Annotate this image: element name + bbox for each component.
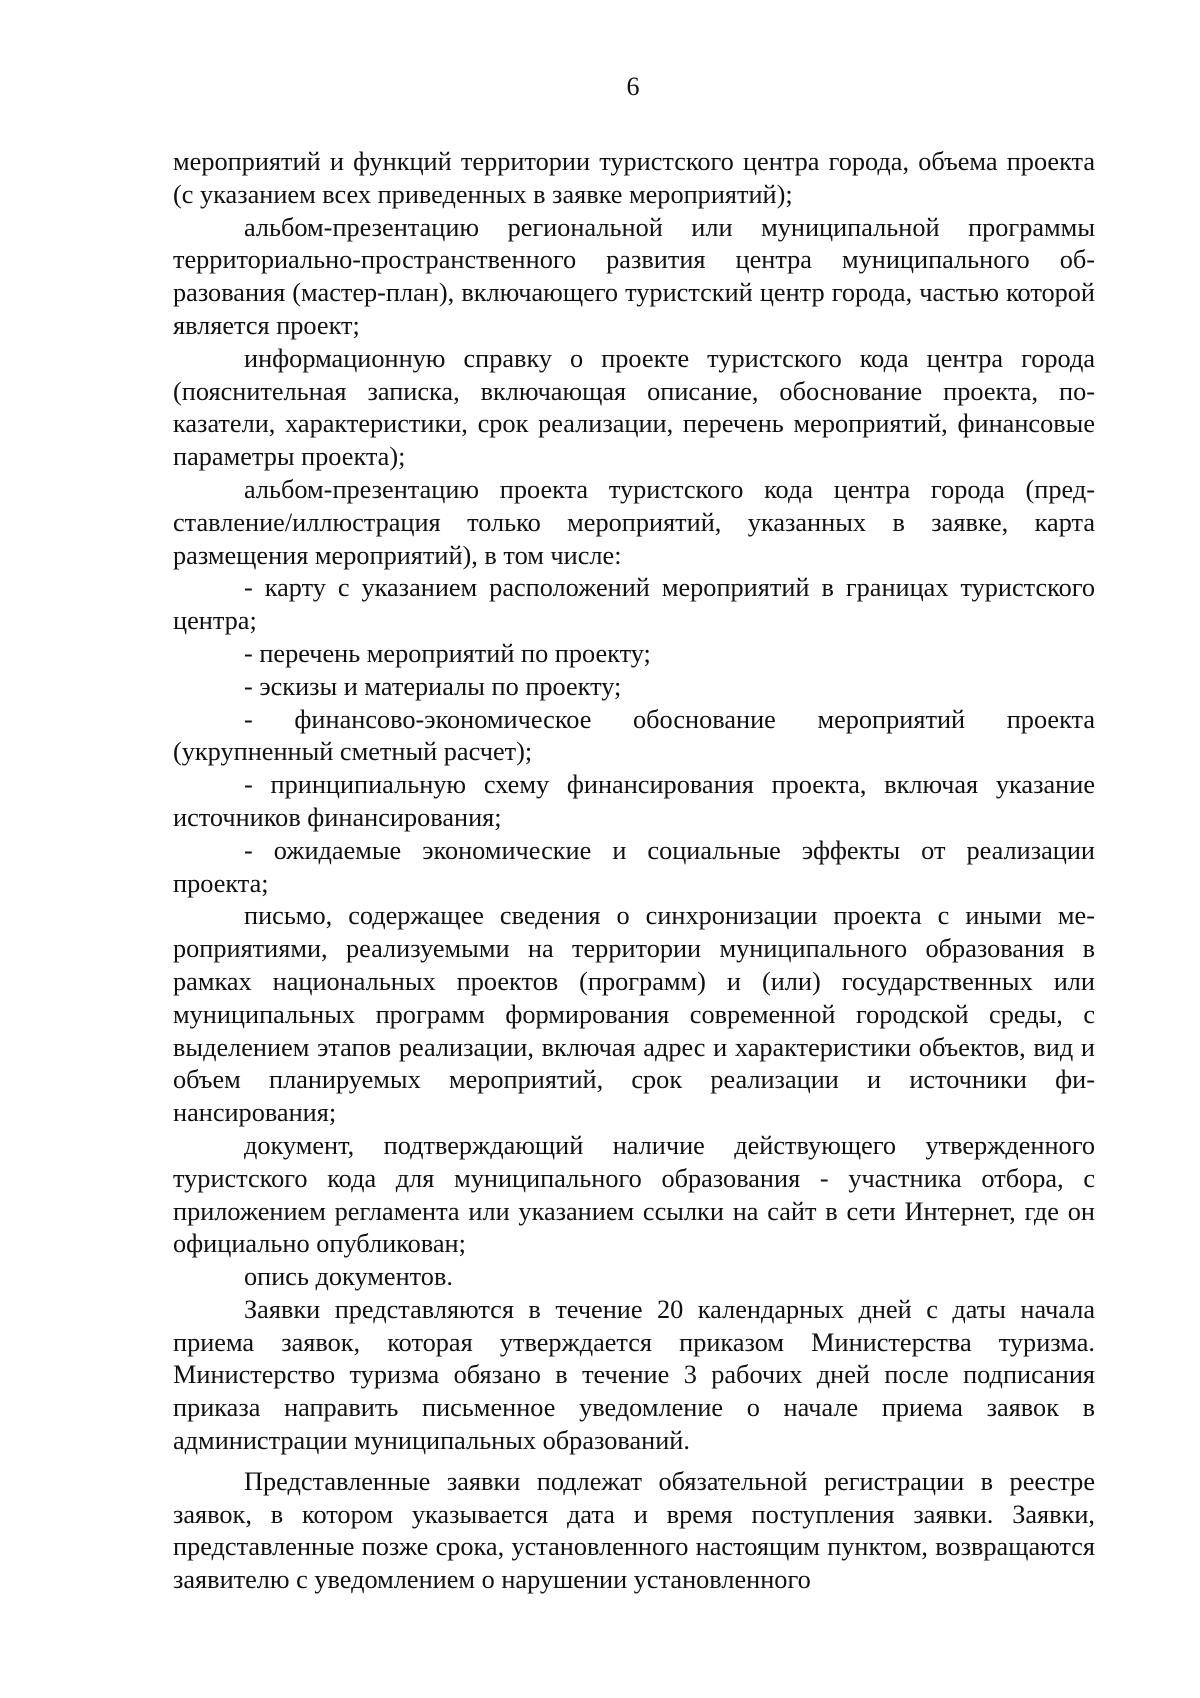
list-item: - карту с указанием расположений мероприятий в границах туристского центра; (173, 573, 1095, 636)
body-text (173, 146, 1095, 1597)
paragraph: Заявки представляются в течение 20 календарных дней с даты начала приема заявок, которая утверждается приказом Министерства туризма. Министерство туризма обязано в течение 3 рабочих дней после подписания приказа направить письменное уведомление о начале приема заявок в администрации муниципальных образований. (173, 1294, 1095, 1456)
paragraph: Представленные заявки подлежат обязательной регистрации в реестре заявок, в котором указывается дата и время поступления заявки. Заявки, представленные позже срока, установленного настоящим пунктом, возвращаются заявителю с уведомлением о нарушении установленного (173, 1466, 1095, 1595)
list-item: - эскизы и материалы по проекту; (244, 671, 622, 701)
paragraph: альбом-презентацию проекта туристского кода центра города (представление/иллюстрация только мероприятий, указанных в заявке, карта размещения мероприятий), в том числе: (173, 474, 1095, 570)
list-item: - перечень мероприятий по проекту; (244, 638, 651, 668)
paragraph: письмо, содержащее сведения о синхронизации проекта с иными мероприятиями, реализуемыми на территории муниципального образования в рамках национальных проектов (программ) и (или) государственных или муниципальных программ формирования современной городской среды, с выделением этапов реализации, включая адрес и характеристики объектов, вид и объем планируемых мероприятий, срок реализации и источники финансирования; (173, 901, 1095, 1128)
list-item: - ожидаемые экономические и социальные эффекты от реализации проекта; (173, 835, 1095, 898)
page-number: 6 (626, 72, 640, 101)
paragraph: информационную справку о проекте туристского кода центра города (пояснительная записка, включающая описание, обоснование проекта, показатели, характеристики, срок реализации, перечень мероприятий, финансовые параметры проекта); (173, 343, 1095, 472)
paragraph: мероприятий и функций территории туристского центра города, объема проекта (с указанием всех приведенных в заявке мероприятий); (173, 147, 1095, 209)
paragraph: опись документов. (244, 1262, 453, 1292)
paragraph: документ, подтверждающий наличие действующего утвержденного туристского кода для муниципального образования - участника отбора, с приложением регламента или указанием ссылки на сайт в сети Интернет, где он официально опубликован; (173, 1130, 1095, 1259)
list-item: - финансово-экономическое обоснование мероприятий проекта (укрупненный сметный расчет); (173, 704, 1095, 767)
paragraph: альбом-презентацию региональной или муниципальной программы территориально-пространственного развития центра муниципального образования (мастер-план), включающего туристский центр города, частью которой является проект; (173, 212, 1095, 340)
list-item: - принципиальную схему финансирования проекта, включая указание источников финансирования; (173, 770, 1095, 832)
